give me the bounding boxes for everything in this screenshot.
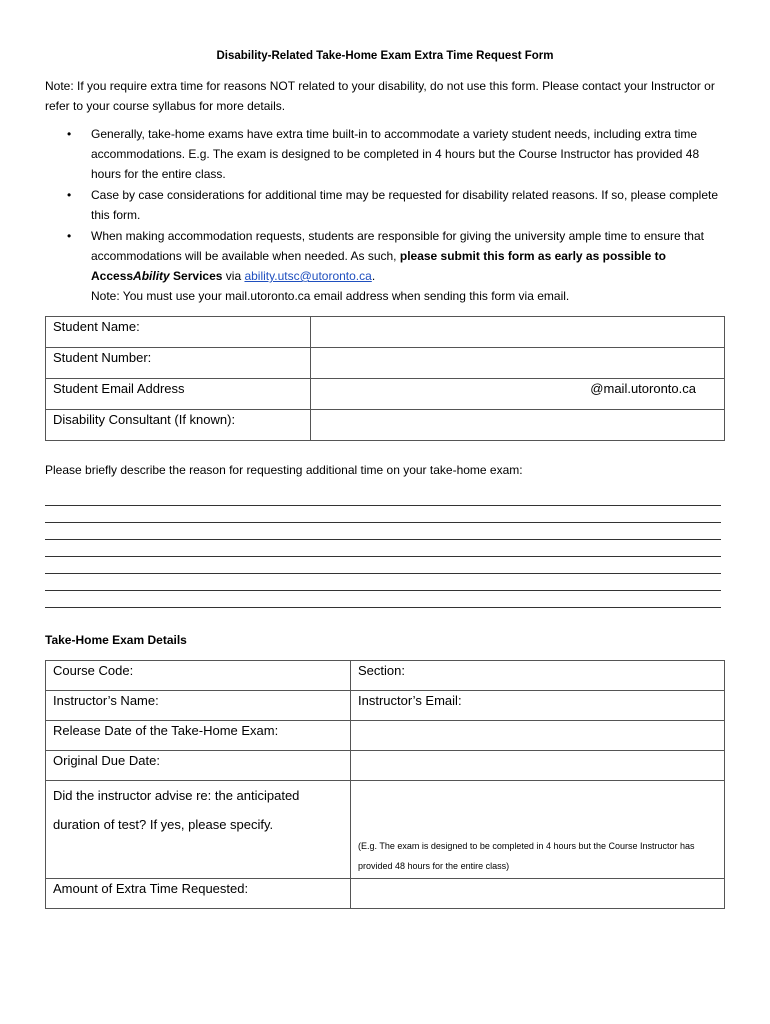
table-row bbox=[46, 348, 725, 379]
email-suffix: @mail.utoronto.ca bbox=[590, 381, 696, 396]
answer-line[interactable] bbox=[45, 591, 721, 608]
original-due-label: Original Due Date: bbox=[46, 751, 351, 781]
bullet-text: When making accommodation requests, students are responsible for giving the university ample time to ensure that accommodations will be available when needed. As such, bbox=[91, 229, 704, 263]
table-row bbox=[46, 691, 725, 721]
table-row bbox=[46, 781, 725, 879]
bullet-emphasis-services: Services bbox=[169, 269, 223, 283]
instructor-email-label: Instructor’s Email: bbox=[358, 693, 462, 708]
bullet-item-submit-early bbox=[45, 226, 725, 306]
student-name-field[interactable] bbox=[311, 317, 725, 348]
info-bullet-list bbox=[45, 124, 725, 307]
student-number-label: Student Number: bbox=[46, 348, 311, 379]
bullet-via: via bbox=[222, 269, 245, 283]
bullet-emphasis-italic: Ability bbox=[133, 269, 170, 283]
bullet-period: . bbox=[371, 269, 376, 283]
answer-line[interactable] bbox=[45, 540, 721, 557]
table-row bbox=[46, 721, 725, 751]
course-code-label: Course Code: bbox=[53, 663, 134, 678]
consultant-field[interactable] bbox=[311, 410, 725, 441]
duration-question-label: Did the instructor advise re: the anticipated duration of test? If yes, please specify. bbox=[46, 781, 351, 879]
answer-line[interactable] bbox=[45, 506, 721, 523]
release-date-field[interactable] bbox=[351, 721, 725, 751]
duration-example-text: (E.g. The exam is designed to be completed in 4 hours but the Course Instructor has provided 48 hours for the entire class) bbox=[358, 841, 695, 871]
instructor-name-label: Instructor’s Name: bbox=[53, 693, 159, 708]
section-field[interactable] bbox=[351, 661, 725, 691]
bullet-text: Generally, take-home exams have extra time built-in to accommodate a variety student needs, including extra time accommodations. E.g. The exam is designed to be completed in 4 hours but the Course Instructor has provided 48 hours for the entire class. bbox=[91, 127, 700, 181]
exam-details-table bbox=[45, 660, 725, 909]
bullet-icon: • bbox=[67, 127, 72, 141]
table-row bbox=[46, 751, 725, 781]
form-title: Disability-Related Take-Home Exam Extra Time Request Form bbox=[216, 50, 554, 62]
bullet-item-built-in-time bbox=[45, 124, 725, 184]
description-answer-lines[interactable] bbox=[45, 489, 721, 608]
table-row bbox=[46, 317, 725, 348]
bullet-note: Note: You must use your mail.utoronto.ca email address when sending this form via email. bbox=[91, 289, 570, 303]
student-info-table bbox=[45, 316, 725, 441]
student-name-label: Student Name: bbox=[46, 317, 311, 348]
extra-time-field[interactable] bbox=[351, 879, 725, 909]
bullet-emphasis: please submit this form as early as possible to Access bbox=[91, 249, 666, 283]
answer-line[interactable] bbox=[45, 574, 721, 591]
bullet-icon: • bbox=[67, 188, 72, 202]
bullet-text: Case by case considerations for additional time may be requested for disability related reasons. If so, please complete this form. bbox=[91, 188, 718, 222]
course-code-field[interactable] bbox=[46, 661, 351, 691]
instructor-email-field[interactable] bbox=[351, 691, 725, 721]
table-row bbox=[46, 661, 725, 691]
intro-note: Note: If you require extra time for reasons NOT related to your disability, do not use this form. Please contact your Instructor or refer to your course syllabus for more details. bbox=[45, 79, 715, 113]
original-due-field[interactable] bbox=[351, 751, 725, 781]
email-link[interactable]: ability.utsc@utoronto.ca bbox=[244, 269, 372, 283]
consultant-label: Disability Consultant (If known): bbox=[46, 410, 311, 441]
bullet-item-case-by-case bbox=[45, 185, 725, 225]
table-row bbox=[46, 379, 725, 410]
duration-answer-field[interactable] bbox=[351, 781, 725, 879]
answer-line[interactable] bbox=[45, 557, 721, 574]
student-number-field[interactable] bbox=[311, 348, 725, 379]
answer-line[interactable] bbox=[45, 523, 721, 540]
describe-prompt: Please briefly describe the reason for requesting additional time on your take-home exam: bbox=[45, 463, 523, 477]
bullet-icon: • bbox=[67, 229, 72, 243]
section-label: Section: bbox=[358, 663, 405, 678]
release-date-label: Release Date of the Take-Home Exam: bbox=[46, 721, 351, 751]
exam-details-heading: Take-Home Exam Details bbox=[45, 633, 187, 647]
table-row bbox=[46, 879, 725, 909]
table-row bbox=[46, 410, 725, 441]
answer-line[interactable] bbox=[45, 489, 721, 506]
student-email-field[interactable] bbox=[311, 379, 725, 410]
instructor-name-field[interactable] bbox=[46, 691, 351, 721]
student-email-label: Student Email Address bbox=[46, 379, 311, 410]
extra-time-label: Amount of Extra Time Requested: bbox=[46, 879, 351, 909]
